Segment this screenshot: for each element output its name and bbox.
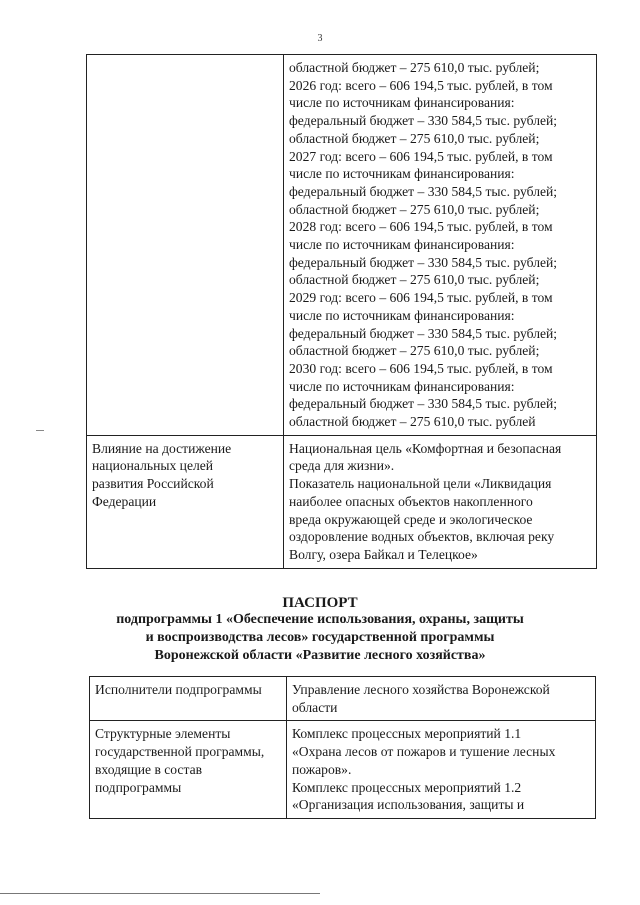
- funding-line: числе по источникам финансирования:: [289, 166, 515, 182]
- funding-line: 2026 год: всего – 606 194,5 тыс. рублей, в том: [289, 77, 553, 93]
- funding-line: 2027 год: всего – 606 194,5 тыс. рублей, в том: [289, 148, 553, 164]
- label-line: Исполнители подпрограммы: [95, 682, 262, 697]
- national-goals-value-cell: [284, 435, 597, 568]
- table-cell-empty: [87, 55, 284, 436]
- value-line: оздоровление водных объектов, включая реку: [289, 529, 555, 545]
- executors-label-cell: [90, 677, 287, 721]
- table-row: [90, 677, 596, 721]
- funding-line: федеральный бюджет – 330 584,5 тыс. рублей;: [289, 113, 558, 129]
- value-line: Волгу, озера Байкал и Телецкое»: [289, 546, 478, 562]
- table-row: [87, 55, 597, 436]
- passport-subtitle: [0, 611, 640, 665]
- scan-mark: [36, 430, 44, 431]
- label-line: Федерации: [92, 493, 157, 509]
- funding-line: областной бюджет – 275 610,0 тыс. рублей;: [289, 60, 540, 75]
- label-line: развития Российской: [92, 476, 214, 492]
- value-line: Показатель национальной цели «Ликвидация: [289, 476, 552, 492]
- footer-rule: [0, 893, 320, 894]
- funding-line: числе по источникам финансирования:: [289, 95, 515, 111]
- executors-value-cell: [287, 677, 596, 721]
- value-line: среда для жизни».: [289, 458, 395, 474]
- funding-line: областной бюджет – 275 610,0 тыс. рублей;: [289, 343, 540, 359]
- label-line: национальных целей: [92, 458, 214, 474]
- value-line: наиболее опасных объектов накопленного: [289, 493, 533, 509]
- subtitle-line: подпрограммы 1 «Обеспечение использования, охраны, защиты: [116, 612, 524, 627]
- funding-line: федеральный бюджет – 330 584,5 тыс. рублей;: [289, 396, 558, 412]
- table-row: [87, 435, 597, 568]
- subtitle-line: и воспроизводства лесов» государственной программы: [145, 630, 495, 645]
- funding-line: федеральный бюджет – 330 584,5 тыс. рублей;: [289, 183, 558, 199]
- subtitle-line: Воронежской области «Развитие лесного хозяйства»: [154, 648, 486, 663]
- value-line: вреда окружающей среде и экологическое: [289, 511, 533, 527]
- funding-line: числе по источникам финансирования:: [289, 237, 515, 253]
- national-goals-label-cell: [87, 435, 284, 568]
- funding-line: 2028 год: всего – 606 194,5 тыс. рублей, в том: [289, 219, 553, 235]
- passport-title: ПАСПОРТ: [282, 595, 358, 611]
- value-line: Комплекс процессных мероприятий 1.2: [292, 779, 522, 795]
- funding-line: областной бюджет – 275 610,0 тыс. рублей;: [289, 130, 540, 146]
- value-line: Комплекс процессных мероприятий 1.1: [292, 726, 522, 742]
- value-line: области: [292, 699, 338, 715]
- label-line: Структурные элементы: [95, 726, 231, 742]
- table-row: [90, 721, 596, 819]
- structural-elements-value-cell: [287, 721, 596, 819]
- value-line: Управление лесного хозяйства Воронежской: [292, 682, 550, 697]
- budget-table: [86, 54, 597, 569]
- funding-line: областной бюджет – 275 610,0 тыс. рублей;: [289, 201, 540, 217]
- label-line: государственной программы,: [95, 744, 265, 760]
- label-line: подпрограммы: [95, 779, 182, 795]
- funding-line: числе по источникам финансирования:: [289, 378, 515, 394]
- funding-line: 2030 год: всего – 606 194,5 тыс. рублей, в том: [289, 360, 553, 376]
- label-line: входящие в состав: [95, 761, 203, 777]
- structural-elements-label-cell: [90, 721, 287, 819]
- funding-line: федеральный бюджет – 330 584,5 тыс. рублей;: [289, 254, 558, 270]
- value-line: «Охрана лесов от пожаров и тушение лесных: [292, 744, 556, 760]
- funding-cell: [284, 55, 597, 436]
- funding-line: областной бюджет – 275 610,0 тыс. рублей: [289, 414, 536, 430]
- page-number: 3: [317, 33, 323, 44]
- passport-table: [89, 676, 596, 819]
- value-line: Национальная цель «Комфортная и безопасная: [289, 440, 562, 456]
- value-line: пожаров».: [292, 761, 352, 777]
- value-line: «Организация использования, защиты и: [292, 797, 525, 813]
- funding-line: областной бюджет – 275 610,0 тыс. рублей;: [289, 272, 540, 288]
- funding-line: числе по источникам финансирования:: [289, 307, 515, 323]
- funding-line: 2029 год: всего – 606 194,5 тыс. рублей, в том: [289, 290, 553, 306]
- label-line: Влияние на достижение: [92, 440, 232, 456]
- funding-line: федеральный бюджет – 330 584,5 тыс. рублей;: [289, 325, 558, 341]
